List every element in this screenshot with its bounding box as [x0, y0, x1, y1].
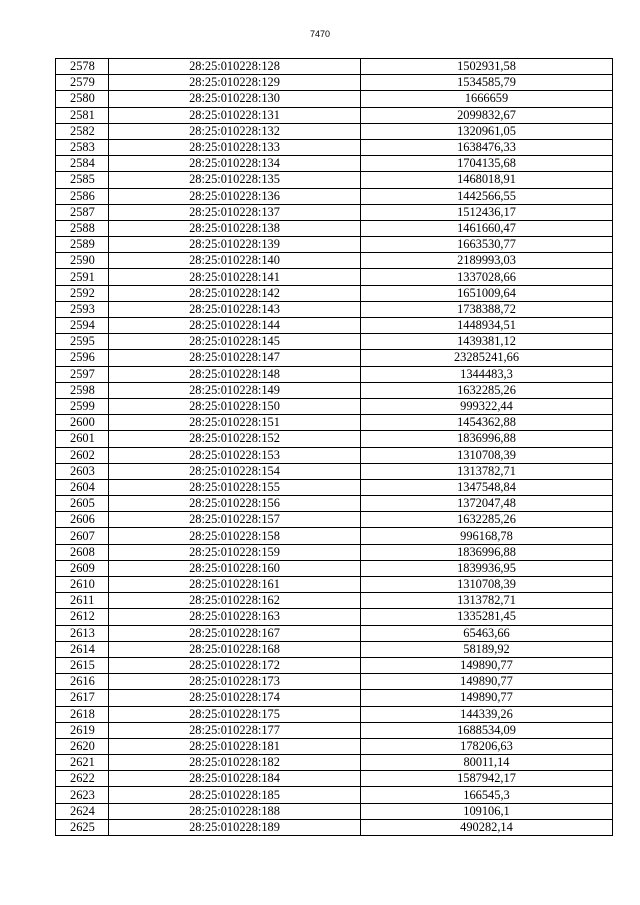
row-number-cell: 2592	[56, 285, 109, 301]
cadastral-value-cell: 1310708,39	[361, 447, 613, 463]
table-row	[56, 755, 613, 771]
cadastral-number-cell: 28:25:010228:157	[109, 512, 361, 528]
table-row	[56, 382, 613, 398]
table-row	[56, 59, 613, 75]
cadastral-number-cell: 28:25:010228:140	[109, 253, 361, 269]
table-row	[56, 641, 613, 657]
table-row	[56, 544, 613, 560]
cadastral-value-table	[55, 58, 613, 836]
table-row	[56, 398, 613, 414]
row-number-cell: 2594	[56, 318, 109, 334]
cadastral-number-cell: 28:25:010228:130	[109, 91, 361, 107]
cadastral-number-cell: 28:25:010228:138	[109, 220, 361, 236]
cadastral-number-cell: 28:25:010228:185	[109, 787, 361, 803]
row-number-cell: 2605	[56, 496, 109, 512]
table-row	[56, 350, 613, 366]
cadastral-value-cell: 149890,77	[361, 674, 613, 690]
cadastral-number-cell: 28:25:010228:182	[109, 755, 361, 771]
row-number-cell: 2616	[56, 674, 109, 690]
row-number-cell: 2620	[56, 738, 109, 754]
cadastral-value-cell: 1836996,88	[361, 544, 613, 560]
row-number-cell: 2615	[56, 657, 109, 673]
cadastral-number-cell: 28:25:010228:132	[109, 123, 361, 139]
cadastral-value-cell: 1461660,47	[361, 220, 613, 236]
cadastral-value-cell: 1839936,95	[361, 560, 613, 576]
table-row	[56, 512, 613, 528]
cadastral-value-cell: 1335281,45	[361, 609, 613, 625]
row-number-cell: 2622	[56, 771, 109, 787]
cadastral-value-cell: 1439381,12	[361, 334, 613, 350]
table-row	[56, 107, 613, 123]
table-row	[56, 787, 613, 803]
cadastral-value-cell: 1454362,88	[361, 415, 613, 431]
cadastral-number-cell: 28:25:010228:154	[109, 463, 361, 479]
table-row	[56, 334, 613, 350]
cadastral-number-cell: 28:25:010228:155	[109, 479, 361, 495]
cadastral-number-cell: 28:25:010228:151	[109, 415, 361, 431]
page-number: 7470	[309, 29, 331, 39]
table-row	[56, 803, 613, 819]
row-number-cell: 2590	[56, 253, 109, 269]
cadastral-value-cell: 999322,44	[361, 398, 613, 414]
row-number-cell: 2582	[56, 123, 109, 139]
cadastral-number-cell: 28:25:010228:150	[109, 398, 361, 414]
cadastral-value-cell: 1666659	[361, 91, 613, 107]
row-number-cell: 2606	[56, 512, 109, 528]
cadastral-value-cell: 1502931,58	[361, 59, 613, 75]
cadastral-number-cell: 28:25:010228:139	[109, 237, 361, 253]
cadastral-value-cell: 149890,77	[361, 657, 613, 673]
cadastral-value-cell: 1836996,88	[361, 431, 613, 447]
row-number-cell: 2589	[56, 237, 109, 253]
row-number-cell: 2604	[56, 479, 109, 495]
table-row	[56, 269, 613, 285]
cadastral-value-cell: 23285241,66	[361, 350, 613, 366]
table-row	[56, 771, 613, 787]
cadastral-value-cell: 80011,14	[361, 755, 613, 771]
row-number-cell: 2607	[56, 528, 109, 544]
row-number-cell: 2610	[56, 577, 109, 593]
table-row	[56, 237, 613, 253]
cadastral-number-cell: 28:25:010228:133	[109, 139, 361, 155]
cadastral-number-cell: 28:25:010228:162	[109, 593, 361, 609]
cadastral-number-cell: 28:25:010228:161	[109, 577, 361, 593]
cadastral-number-cell: 28:25:010228:172	[109, 657, 361, 673]
cadastral-value-cell: 178206,63	[361, 738, 613, 754]
row-number-cell: 2599	[56, 398, 109, 414]
cadastral-number-cell: 28:25:010228:143	[109, 301, 361, 317]
table-row	[56, 593, 613, 609]
cadastral-number-cell: 28:25:010228:159	[109, 544, 361, 560]
row-number-cell: 2587	[56, 204, 109, 220]
cadastral-number-cell: 28:25:010228:149	[109, 382, 361, 398]
row-number-cell: 2593	[56, 301, 109, 317]
table-row	[56, 463, 613, 479]
cadastral-number-cell: 28:25:010228:158	[109, 528, 361, 544]
table-row	[56, 496, 613, 512]
table-row	[56, 690, 613, 706]
row-number-cell: 2578	[56, 59, 109, 75]
table-body	[56, 59, 613, 836]
table-row	[56, 188, 613, 204]
table-row	[56, 139, 613, 155]
cadastral-number-cell: 28:25:010228:184	[109, 771, 361, 787]
table-row	[56, 172, 613, 188]
row-number-cell: 2612	[56, 609, 109, 625]
row-number-cell: 2621	[56, 755, 109, 771]
cadastral-number-cell: 28:25:010228:142	[109, 285, 361, 301]
row-number-cell: 2624	[56, 803, 109, 819]
table-row	[56, 431, 613, 447]
table-row	[56, 366, 613, 382]
cadastral-value-cell: 1337028,66	[361, 269, 613, 285]
row-number-cell: 2600	[56, 415, 109, 431]
table-row	[56, 447, 613, 463]
cadastral-number-cell: 28:25:010228:177	[109, 722, 361, 738]
cadastral-value-cell: 1442566,55	[361, 188, 613, 204]
row-number-cell: 2579	[56, 75, 109, 91]
row-number-cell: 2591	[56, 269, 109, 285]
cadastral-value-cell: 996168,78	[361, 528, 613, 544]
cadastral-number-cell: 28:25:010228:189	[109, 819, 361, 835]
row-number-cell: 2583	[56, 139, 109, 155]
cadastral-value-cell: 109106,1	[361, 803, 613, 819]
cadastral-value-cell: 2189993,03	[361, 253, 613, 269]
row-number-cell: 2617	[56, 690, 109, 706]
table-row	[56, 674, 613, 690]
table-row	[56, 609, 613, 625]
cadastral-number-cell: 28:25:010228:163	[109, 609, 361, 625]
cadastral-value-cell: 166545,3	[361, 787, 613, 803]
cadastral-number-cell: 28:25:010228:137	[109, 204, 361, 220]
cadastral-number-cell: 28:25:010228:167	[109, 625, 361, 641]
cadastral-value-cell: 1347548,84	[361, 479, 613, 495]
cadastral-value-cell: 1738388,72	[361, 301, 613, 317]
cadastral-value-cell: 144339,26	[361, 706, 613, 722]
cadastral-value-cell: 1704135,68	[361, 156, 613, 172]
cadastral-value-cell: 1663530,77	[361, 237, 613, 253]
cadastral-value-cell: 58189,92	[361, 641, 613, 657]
table-row	[56, 577, 613, 593]
table-row	[56, 253, 613, 269]
row-number-cell: 2608	[56, 544, 109, 560]
cadastral-value-cell: 1313782,71	[361, 593, 613, 609]
cadastral-number-cell: 28:25:010228:181	[109, 738, 361, 754]
cadastral-value-cell: 1310708,39	[361, 577, 613, 593]
table-row	[56, 706, 613, 722]
cadastral-value-cell: 1651009,64	[361, 285, 613, 301]
cadastral-value-cell: 1638476,33	[361, 139, 613, 155]
table-row	[56, 204, 613, 220]
table-row	[56, 528, 613, 544]
cadastral-value-cell: 1320961,05	[361, 123, 613, 139]
row-number-cell: 2625	[56, 819, 109, 835]
table-row	[56, 625, 613, 641]
table-row	[56, 819, 613, 835]
table-row	[56, 560, 613, 576]
row-number-cell: 2602	[56, 447, 109, 463]
table-row	[56, 722, 613, 738]
cadastral-number-cell: 28:25:010228:152	[109, 431, 361, 447]
table-row	[56, 91, 613, 107]
cadastral-value-cell: 490282,14	[361, 819, 613, 835]
cadastral-number-cell: 28:25:010228:188	[109, 803, 361, 819]
row-number-cell: 2580	[56, 91, 109, 107]
row-number-cell: 2595	[56, 334, 109, 350]
cadastral-number-cell: 28:25:010228:173	[109, 674, 361, 690]
row-number-cell: 2586	[56, 188, 109, 204]
cadastral-value-cell: 1632285,26	[361, 512, 613, 528]
cadastral-number-cell: 28:25:010228:160	[109, 560, 361, 576]
row-number-cell: 2598	[56, 382, 109, 398]
row-number-cell: 2619	[56, 722, 109, 738]
table-row	[56, 156, 613, 172]
row-number-cell: 2618	[56, 706, 109, 722]
row-number-cell: 2585	[56, 172, 109, 188]
cadastral-value-cell: 1534585,79	[361, 75, 613, 91]
cadastral-number-cell: 28:25:010228:148	[109, 366, 361, 382]
table-row	[56, 220, 613, 236]
cadastral-number-cell: 28:25:010228:147	[109, 350, 361, 366]
cadastral-value-cell: 2099832,67	[361, 107, 613, 123]
cadastral-number-cell: 28:25:010228:144	[109, 318, 361, 334]
row-number-cell: 2609	[56, 560, 109, 576]
cadastral-number-cell: 28:25:010228:168	[109, 641, 361, 657]
table-row	[56, 415, 613, 431]
cadastral-value-cell: 149890,77	[361, 690, 613, 706]
row-number-cell: 2581	[56, 107, 109, 123]
cadastral-value-cell: 1448934,51	[361, 318, 613, 334]
cadastral-value-cell: 1344483,3	[361, 366, 613, 382]
cadastral-number-cell: 28:25:010228:136	[109, 188, 361, 204]
table-row	[56, 301, 613, 317]
row-number-cell: 2601	[56, 431, 109, 447]
table-row	[56, 738, 613, 754]
row-number-cell: 2611	[56, 593, 109, 609]
cadastral-number-cell: 28:25:010228:134	[109, 156, 361, 172]
row-number-cell: 2584	[56, 156, 109, 172]
row-number-cell: 2623	[56, 787, 109, 803]
table-row	[56, 75, 613, 91]
cadastral-number-cell: 28:25:010228:175	[109, 706, 361, 722]
cadastral-number-cell: 28:25:010228:129	[109, 75, 361, 91]
table-row	[56, 123, 613, 139]
table-row	[56, 657, 613, 673]
cadastral-number-cell: 28:25:010228:131	[109, 107, 361, 123]
row-number-cell: 2597	[56, 366, 109, 382]
cadastral-value-cell: 1313782,71	[361, 463, 613, 479]
cadastral-value-cell: 1512436,17	[361, 204, 613, 220]
cadastral-number-cell: 28:25:010228:128	[109, 59, 361, 75]
cadastral-number-cell: 28:25:010228:153	[109, 447, 361, 463]
cadastral-value-cell: 1468018,91	[361, 172, 613, 188]
table-row	[56, 285, 613, 301]
table-row	[56, 479, 613, 495]
row-number-cell: 2613	[56, 625, 109, 641]
cadastral-value-cell: 1688534,09	[361, 722, 613, 738]
cadastral-number-cell: 28:25:010228:145	[109, 334, 361, 350]
row-number-cell: 2614	[56, 641, 109, 657]
row-number-cell: 2596	[56, 350, 109, 366]
cadastral-number-cell: 28:25:010228:141	[109, 269, 361, 285]
table-row	[56, 318, 613, 334]
row-number-cell: 2588	[56, 220, 109, 236]
cadastral-number-cell: 28:25:010228:174	[109, 690, 361, 706]
cadastral-value-cell: 1372047,48	[361, 496, 613, 512]
cadastral-value-cell: 65463,66	[361, 625, 613, 641]
cadastral-value-cell: 1632285,26	[361, 382, 613, 398]
cadastral-value-cell: 1587942,17	[361, 771, 613, 787]
cadastral-number-cell: 28:25:010228:156	[109, 496, 361, 512]
row-number-cell: 2603	[56, 463, 109, 479]
cadastral-number-cell: 28:25:010228:135	[109, 172, 361, 188]
